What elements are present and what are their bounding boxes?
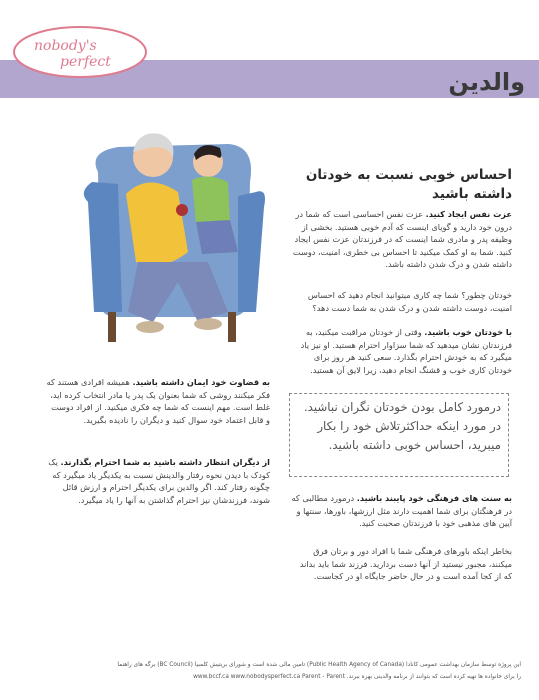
paragraph-be-good-to-yourself — [290, 326, 512, 376]
paragraph-lead: از دیگران انتظار داشته باشید به شما احترام بگذارند. — [60, 457, 270, 467]
paragraph-lead: به قضاوت خود ایمان داشته باشید. — [132, 377, 270, 387]
pull-quote: درمورد کامل بودن خودتان نگران نباشید. در مورد اینکه حداکثرتلاش خود را بکار میبرید، احساس خوبی داشته باشید. — [289, 393, 509, 477]
paragraph-body: وقتی از خودتان مراقبت میکنید، به فرزندتان نشان میدهید که شما سزاوار احترام هستید. او نیز یاد میگیرد که به خودش احترام بگذارد. سعی کنید هر روز برای خودتان کاری خوب و قشنگ انجام دهید، زیرا لایق آن هستید. — [300, 327, 512, 375]
paragraph-cultural-beliefs: بخاطر اینکه باورهای فرهنگی شما با افراد دور و برتان فرق میکنند، مجبور نیستید از آنها دست بردارید. فرزند شما باید بداند که از کجا آمده است و در حال حاضر جایگاه او در کجاست. — [299, 546, 512, 582]
paragraph-lead: به سنت های فرهنگی خود پایبند باشید. — [356, 493, 512, 503]
paragraph-body: یک کودک با دیدن نحوه رفتار والدینش نسبت به یکدیگر یاد میگیرد که چگونه رفتار کند. اگر والدین برای یکدیگر احترام و ارزش قائل شوند، فرزندشان نیز احترام گذاشتن به آنها را یاد میگیرد. — [48, 457, 270, 505]
footer-line: این پروژه توسط سازمان بهداشت عمومی کانادا (Public Health Agency of Canada) تامین مالی شده است و شورای بریتیش کلمبیا (BC Council) برگه های راهنما — [117, 662, 521, 668]
paragraph-body: همیشه افرادی هستند که فکر میکنند روشی که شما بعنوان یک پدر یا مادر انتخاب کرده اید، غلط است. مهم اینست که شما چه فکری میکنید. از افراد دوست و قابل اعتماد خود سوال کنید و دیگران را نادیده بگیرید. — [46, 377, 270, 425]
paragraph-cultural-traditions — [290, 492, 512, 530]
paragraph-expect-respect — [46, 456, 270, 506]
paragraph-trust-judgement — [46, 376, 270, 426]
nobodys-perfect-logo — [10, 24, 150, 80]
paragraph-body: درمورد مطالبی که در فرهنگتان برای شما اهمیت دارند مثل ارزشها، باورها، سنتها و آیین های مذهبی خود با فرزندتان صحبت کنید. — [291, 493, 512, 529]
paragraph-self-esteem — [290, 208, 512, 271]
paragraph-body: عزت نفس احساسی است که شما در درون خود دارید و گویای اینست که آدم خوبی هستید. بخشی از وظیفه پدر و مادری شما اینست که در فرزندتان عزت نفس ایجاد کنید. شما به او کمک میکنید تا احساس بی خطری، امنیت، دوست داشته شدن و درک شدن داشته باشد. — [292, 209, 512, 270]
svg-text:perfect: perfect — [60, 54, 111, 70]
illustration-grandmother-child-armchair — [78, 112, 268, 357]
paragraph-lead: عزت نفس ایجاد کنید. — [425, 209, 512, 219]
footer-line: را برای خانواده ها تهیه کرده است که بتوانند از برنامه والدینی بهره ببرند. www.bccf.ca www.nobodysperfect.ca Parent - Parent — [193, 674, 521, 680]
section-title: احساس خوبی نسبت به خودتان داشته باشید — [305, 167, 512, 202]
footer — [18, 659, 521, 683]
paragraph-about-you: خودتان چطور؟ شما چه کاری میتوانید انجام دهید که احساس امنیت، دوست داشته شدن و درک شدن به شما دست دهد؟ — [307, 290, 512, 313]
header-title: والدین — [448, 68, 525, 96]
paragraph-lead: با خودتان خوب باشید. — [424, 327, 512, 337]
svg-text:nobody's: nobody's — [34, 38, 97, 54]
